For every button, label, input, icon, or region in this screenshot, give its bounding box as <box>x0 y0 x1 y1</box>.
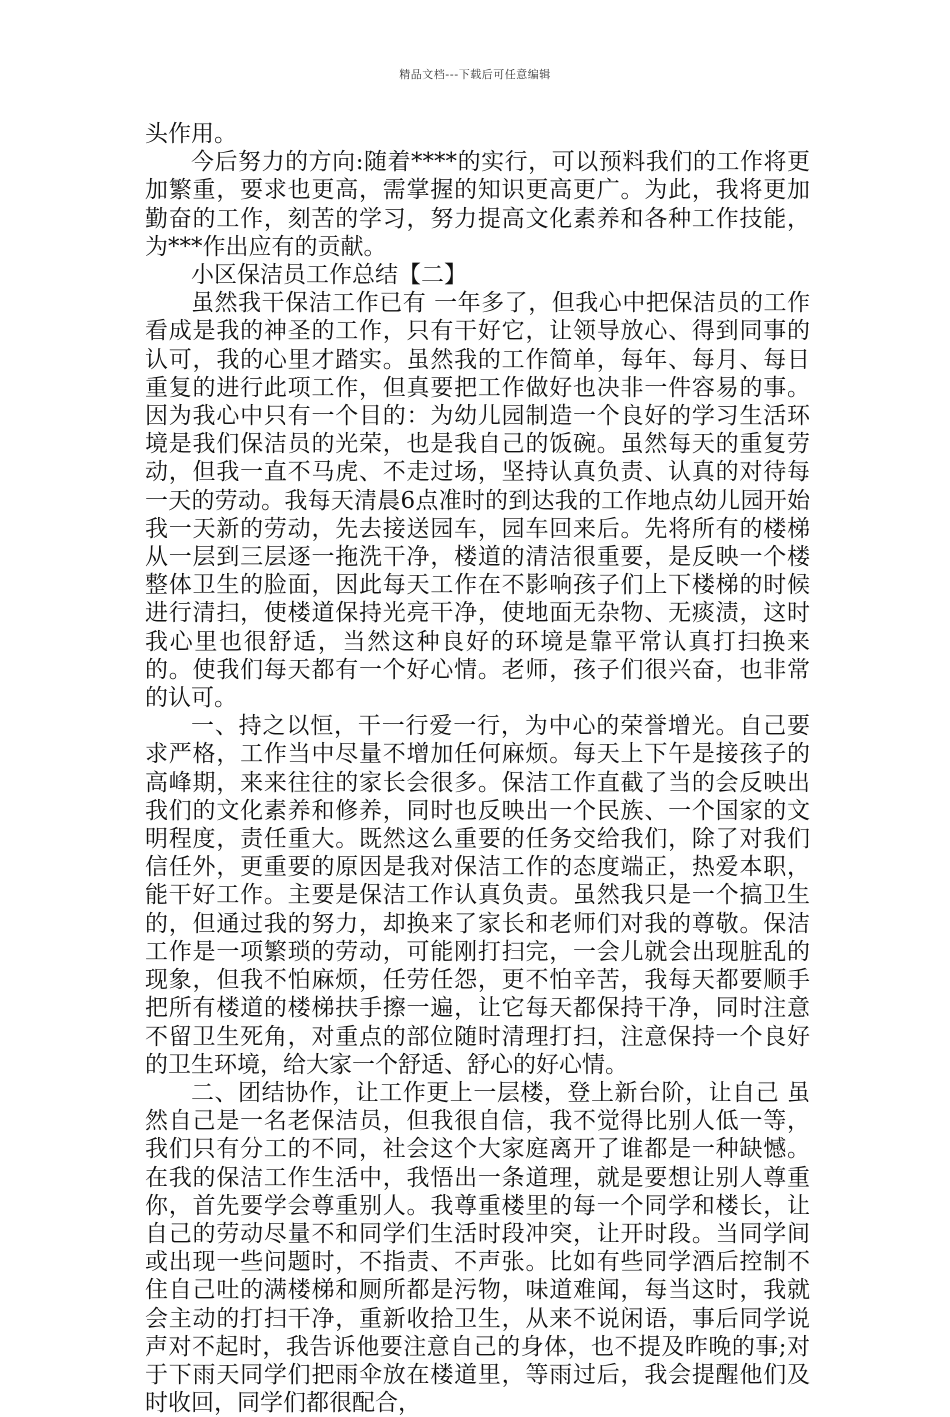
document-body <box>145 120 810 1417</box>
paragraph-continuation: 头作用。 <box>145 121 237 147</box>
page-header-note: 精品文档---下载后可任意编辑 <box>399 68 551 81</box>
paragraph-point-one: 一、持之以恒，干一行爱一行，为中心的荣誉增光。自己要求严格，工作当中尽量不增加任何麻烦。每天上下午是接孩子的高峰期，来来往往的家长会很多。保洁工作直截了当的会反映出我们的文化素养和修养，同时也反映出一个民族、一个国家的文明程度，责任重大。既然这么重要的任务交给我们，除了对我们信任外，更重要的原因是我对保洁工作的态度端正，热爱本职，能干好工作。主要是保洁工作认真负责。虽然我只是一个搞卫生的，但通过我的努力，却换来了家长和老师们对我的尊敬。保洁工作是一项繁琐的劳动，可能刚打扫完，一会儿就会出现脏乱的现象，但我不怕麻烦，任劳任怨，更不怕辛苦，我每天都要顺手把所有楼道的楼梯扶手擦一遍，让它每天都保持干净，同时注意不留卫生死角，对重点的部位随时清理打扫，注意保持一个良好的卫生环境，给大家一个舒适、舒心的好心情。 <box>145 713 810 1078</box>
paragraph-intro: 虽然我干保洁工作已有 一年多了，但我心中把保洁员的工作看成是我的神圣的工作，只有干好它，让领导放心、得到同事的认可，我的心里才踏实。虽然我的工作简单，每年、每月、每日重复的进行此项工作，但真要把工作做好也决非一件容易的事。因为我心中只有一个目的：为幼儿园制造一个良好的学习生活环境是我们保洁员的光荣，也是我自己的饭碗。虽然每天的重复劳动，但我一直不马虎、不走过场，坚持认真负责、认真的对待每一天的劳动。我每天清晨6点准时的到达我的工作地点幼儿园开始我一天新的劳动，先去接送园车，园车回来后。先将所有的楼梯从一层到三层逐一拖洗干净，楼道的清洁很重要，是反映一个楼整体卫生的脸面，因此每天工作在不影响孩子们上下楼梯的时候进行清扫，使楼道保持光亮干净，使地面无杂物、无痰渍，这时我心里也很舒适，当然这种良好的环境是靠平常认真打扫换来的。使我们每天都有一个好心情。老师，孩子们很兴奋，也非常的认可。 <box>145 290 810 712</box>
paragraph-future-direction: 今后努力的方向:随着****的实行，可以预料我们的工作将更加繁重，要求也更高，需掌握的知识更高更广。为此，我将更加勤奋的工作，刻苦的学习，努力提高文化素养和各种工作技能，为***作出应有的贡献。 <box>145 149 810 260</box>
section-heading: 小区保洁员工作总结【二】 <box>191 262 467 289</box>
paragraph-point-two: 二、团结协作，让工作更上一层楼，登上新台阶，让自己 虽然自己是一名老保洁员，但我很自信，我不觉得比别人低一等，我们只有分工的不同，社会这个大家庭离开了谁都是一种缺憾。在我的保洁工作生活中，我悟出一条道理，就是要想让别人尊重你，首先要学会尊重别人。我尊重楼里的每一个同学和楼长，让自己的劳动尽量不和同学们生活时段冲突，让开时段。当同学间或出现一些问题时，不指责、不声张。比如有些同学酒后控制不住自己吐的满楼梯和厕所都是污物，味道难闻，每当这时，我就会主动的打扫干净，重新收拾卫生，从来不说闲语，事后同学说声对不起时，我告诉他要注意自己的身体，也不提及昨晚的事;对于下雨天同学们把雨伞放在楼道里，等雨过后，我会提醒他们及时收回，同学们都很配合， <box>145 1079 810 1417</box>
